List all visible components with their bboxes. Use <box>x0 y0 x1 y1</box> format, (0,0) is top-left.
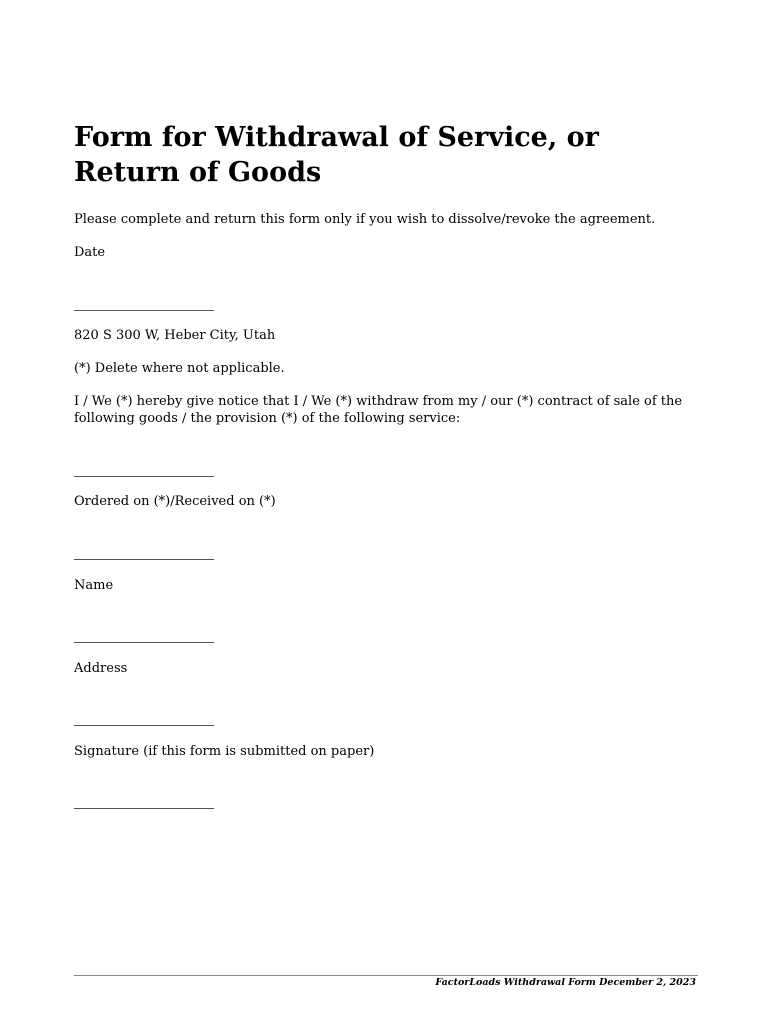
goods-blank-line <box>74 476 214 477</box>
name-label: Name <box>74 578 114 593</box>
signature-label: Signature (if this form is submitted on paper) <box>74 744 375 759</box>
ordered-label: Ordered on (*)/Received on (*) <box>74 494 276 509</box>
address-blank-line <box>74 725 214 726</box>
signature-blank-line <box>74 808 214 809</box>
date-label: Date <box>74 245 106 260</box>
intro-text: Please complete and return this form only if you wish to dissolve/revoke the agreement. <box>74 212 656 227</box>
address-label: Address <box>74 661 128 676</box>
form-page <box>74 0 698 1024</box>
footer-text: FactorLoads Withdrawal Form December 2, 2023 <box>435 977 696 988</box>
notice-text: I / We (*) hereby give notice that I / We (*) withdraw from my / our (*) contract of sale of the following goods / the provision (*) of the following service: <box>74 394 683 426</box>
ordered-blank-line <box>74 559 214 560</box>
date-blank-line <box>74 310 214 311</box>
delete-note: (*) Delete where not applicable. <box>74 361 285 376</box>
name-blank-line <box>74 642 214 643</box>
page-title: Form for Withdrawal of Service, or Return of Goods <box>74 122 599 188</box>
address-line: 820 S 300 W, Heber City, Utah <box>74 328 276 343</box>
footer-divider <box>74 975 698 976</box>
